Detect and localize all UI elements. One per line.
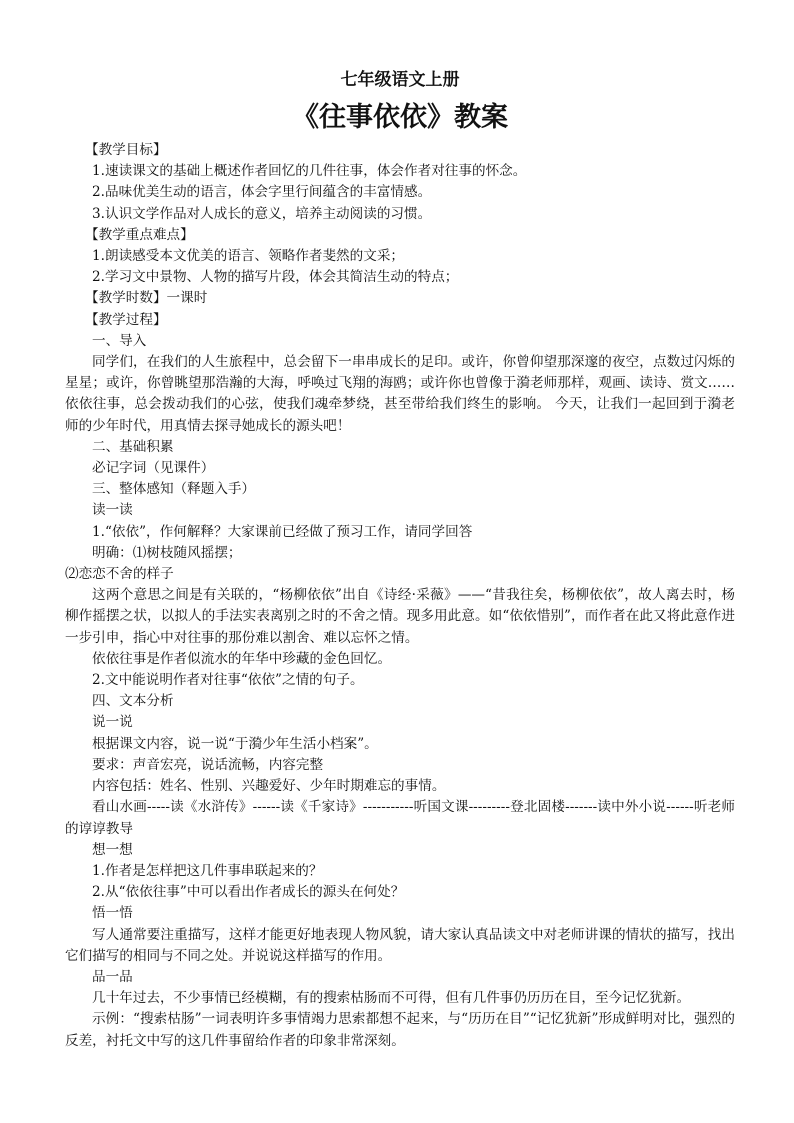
paragraph: ⑵恋恋不舍的样子 [65,566,174,583]
paragraph: 要求：声音宏亮，说话流畅，内容完整 [92,756,324,773]
document-body [65,140,735,1052]
section-heading-hours: 【教学时数】一课时 [85,290,208,307]
activity-heading: 悟一悟 [92,905,133,922]
paragraph: 1.“依依”，作何解释？大家课前已经做了预习工作，请同学回答 [92,523,473,540]
paragraph: 1.速读课文的基础上概述作者回忆的几件往事，体会作者对往事的怀念。 [92,163,527,180]
document-subtitle: 七年级语文上册 [340,70,460,90]
paragraph: 2.文中能说明作者对往事“依依”之情的句子。 [92,672,364,689]
subsection-heading: 三、整体感知（释题入手） [92,481,256,498]
section-heading-process: 【教学过程】 [85,311,167,328]
paragraph: 内容包括：姓名、性别、兴趣爱好、少年时期难忘的事情。 [92,778,446,795]
paragraph: 3.认识文学作品对人成长的意义，培养主动阅读的习惯。 [92,205,432,222]
paragraph: 根据课文内容，说一说“于漪少年生活小档案”。 [92,735,378,752]
section-heading-key-points: 【教学重点难点】 [85,226,194,243]
paragraph: 1.作者是怎样把这几件事串联起来的？ [92,862,323,879]
paragraph: 几十年过去，不少事情已经模糊，有的搜索枯肠而不可得，但有几件事仍历历在目，至今记忆犹新。 [92,990,691,1007]
activity-heading: 读一读 [92,502,133,519]
section-heading-objectives: 【教学目标】 [85,142,167,158]
paragraph: 2.学习文中景物、人物的描写片段，体会其简洁生动的特点； [92,269,459,286]
subsection-heading: 二、基础积累 [92,438,174,455]
paragraph: 必记字词（见课件） [92,460,215,477]
document-page [65,68,735,1052]
paragraph: 示例：“搜索枯肠”一词表明许多事情竭力思索都想不起来，与“历历在目”“记忆犹新”形成鲜明对比，强烈的反差，衬托文中写的这几件事留给作者的印象非常深刻。 [65,1011,735,1049]
paragraph: 1.朗读感受本文优美的语言、领略作者斐然的文采； [92,248,405,265]
paragraph: 2.品味优美生动的语言，体会字里行间蕴含的丰富情感。 [92,184,432,201]
paragraph: 2.从“依依往事”中可以看出作者成长的源头在何处？ [92,884,405,901]
activity-heading: 想一想 [92,841,133,858]
paragraph: 看山水画-----读《水浒传》------读《千家诗》-----------听国文课---------登北固楼-------读中外小说------听老师的谆谆教导 [65,799,735,837]
activity-heading: 说一说 [92,714,133,731]
document-title: 《往事依依》教案 [292,102,508,133]
paragraph: 明确：⑴树枝随风摇摆； [92,544,242,561]
paragraph: 这两个意思之间是有关联的，“杨柳依依”出自《诗经·采薇》——“昔我往矣，杨柳依依”，故人离去时，杨柳作摇摆之状，以拟人的手法实表离别之时的不舍之情。现多用此意。如“依依惜别”，而作者在此又将此意作进一步引申，指心中对往事的那份难以割舍、难以忘怀之情。 [65,587,735,646]
paragraph: 写人通常要注重描写，这样才能更好地表现人物风貌，请大家认真品读文中对老师讲课的情状的描写，找出它们描写的相同与不同之处。并说说这样描写的作用。 [65,926,735,964]
paragraph: 同学们，在我们的人生旅程中，总会留下一串串成长的足印。或许，你曾仰望那深邃的夜空，点数过闪烁的星星；或许，你曾眺望那浩瀚的大海，呼唤过飞翔的海鸥；或许你也曾像于漪老师那样，观画、读诗、赏文……依依往事，总会拨动我们的心弦，使我们魂牵梦绕，甚至带给我们终生的影响。 今天，让我们一起回到于漪老师的少年时代，用真情去探寻她成长的源头吧！ [65,354,735,434]
subsection-heading: 四、文本分析 [92,693,174,710]
activity-heading: 品一品 [92,968,133,985]
subsection-heading: 一、导入 [92,332,147,349]
paragraph: 依依往事是作者似流水的年华中珍藏的金色回忆。 [92,650,392,667]
